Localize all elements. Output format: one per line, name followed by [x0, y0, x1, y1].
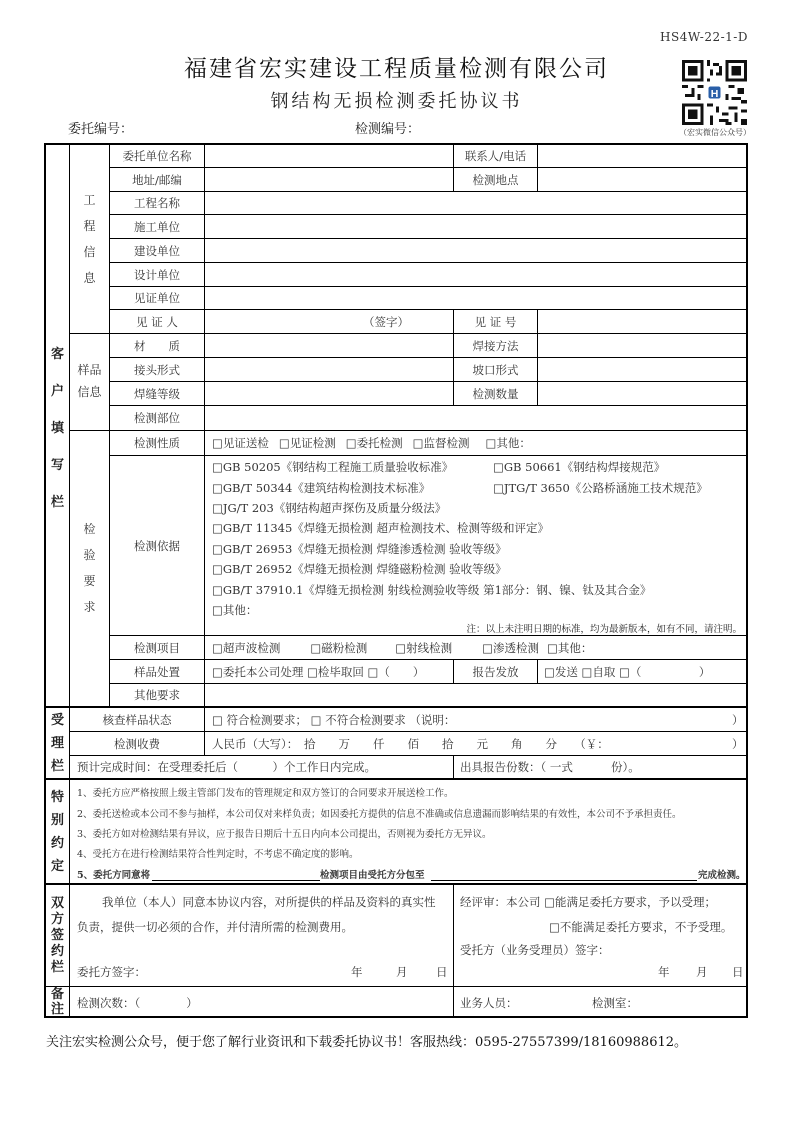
test-items-label: 检测项目 [134, 640, 180, 655]
sales-person[interactable]: 业务人员： [460, 995, 518, 1010]
section-divider-accept [44, 778, 748, 780]
welding-method-label: 焊接方法 [472, 338, 519, 353]
witness-unit-label: 见证单位 [134, 290, 180, 305]
label-char: 双 [50, 896, 64, 911]
test-quantity-input[interactable] [538, 382, 746, 405]
checkbox-gbt50344[interactable]: □GB/T 50344《建筑结构检测技术标准》 [212, 481, 431, 495]
test-count[interactable]: 检测次数：（ ） [77, 995, 198, 1010]
label-char: 息 [83, 270, 96, 285]
term-5-middle: 检测项目由受托方分包至 [320, 870, 425, 881]
label-char: 程 [83, 218, 96, 233]
test-quantity-label: 检测数量 [472, 386, 519, 401]
test-nature-options [212, 431, 742, 455]
footer-notice: 关注宏实检测公众号，便于您了解行业资讯和下载委托协议书！客服热线：0595-27557399/18160988612。 [46, 1035, 688, 1050]
test-items-options [212, 636, 742, 659]
label-char: 求 [83, 600, 96, 614]
checkbox-radiographic[interactable]: □射线检测 [395, 640, 453, 655]
checkbox-nature-other[interactable]: □其他： [485, 436, 531, 450]
test-number-label: 检测编号： [355, 122, 421, 137]
developer-unit-label: 建设单位 [134, 243, 180, 258]
sample-status-close: ） [732, 712, 744, 727]
test-fee-close: ） [732, 736, 744, 751]
groove-form-label: 坡口形式 [472, 362, 519, 377]
label-char: 检 [83, 522, 96, 536]
document-title: 钢结构无损检测委托协议书 [270, 91, 523, 112]
checkbox-gbt37910[interactable]: □GB/T 37910.1《焊缝无损检测 射线检测验收等级 第1部分：钢、镍、钛及其合金》 [212, 583, 652, 597]
checkbox-ultrasonic[interactable]: □超声波检测 [212, 640, 281, 655]
acceptance-section-label [46, 708, 69, 778]
project-name-label: 工程名称 [134, 195, 180, 210]
design-unit-input[interactable] [205, 263, 746, 286]
label-char: 信 [83, 244, 96, 259]
review-accept-option[interactable]: 经评审：本公司 □能满足委托方要求，予以受理； [460, 895, 717, 909]
checkbox-entrusted-test[interactable]: □委托检测 [345, 436, 403, 450]
client-name-label: 委托单位名称 [122, 148, 192, 163]
label-char: 备 [50, 986, 64, 1002]
test-part-label: 检测部位 [134, 411, 180, 425]
label-char: 信息 [77, 385, 102, 399]
row-line [109, 455, 747, 456]
label-char: 客 [50, 346, 64, 362]
label-char: 约 [50, 944, 64, 959]
sample-status-options[interactable]: □ 符合检测要求； □ 不符合检测要求 （说明： [212, 712, 456, 727]
special-terms-label [46, 780, 69, 883]
qr-code-icon[interactable] [682, 60, 747, 125]
agent-signature-label[interactable]: 受托方（业务受理员）签字： [460, 943, 610, 957]
lab-room[interactable]: 检测室： [592, 995, 638, 1010]
client-signature-label[interactable]: 委托方签字： [77, 965, 146, 979]
signature-section-label [46, 885, 69, 986]
sample-info-label [70, 357, 109, 405]
design-unit-label: 设计单位 [134, 267, 180, 282]
weld-grade-label: 焊缝等级 [134, 386, 180, 401]
checkbox-gb50205[interactable]: □GB 50205《钢结构工程施工质量验收标准》 [212, 460, 454, 474]
review-reject-option[interactable]: □不能满足委托方要求，不予受理。 [549, 920, 733, 934]
groove-form-input[interactable] [538, 358, 746, 381]
test-location-input[interactable] [538, 168, 746, 191]
other-requirements-input[interactable] [205, 684, 746, 706]
requirements-label [70, 523, 109, 613]
label-char: 验 [83, 548, 96, 562]
witness-unit-input[interactable] [205, 286, 746, 309]
label-char: 理 [50, 735, 64, 751]
other-requirements-label: 其他要求 [134, 688, 180, 702]
client-date-year: 年 [351, 965, 363, 979]
form-code: HS4W-22-1-D [660, 30, 748, 44]
test-basis-label: 检测依据 [134, 538, 180, 553]
term-2: 2、委托送检或本公司不参与抽样，本公司仅对来样负责；如因委托方提供的信息不准确或信息遗漏而影响结果的有效性，本公司不予承担责任。 [77, 809, 682, 820]
report-delivery-options[interactable]: □发送 □自取 □（ ） [544, 664, 711, 679]
label-char: 写 [50, 457, 64, 473]
report-delivery-label: 报告发放 [472, 664, 519, 679]
joint-form-label: 接头形式 [134, 362, 180, 377]
material-label: 材 质 [134, 338, 180, 353]
qr-logo: H [710, 87, 719, 100]
agent-date-year: 年 [658, 965, 670, 979]
checkbox-jtgt3650[interactable]: □JTG/T 3650《公路桥涵施工技术规范》 [493, 481, 708, 495]
term-5-suffix: 完成检测。 [698, 870, 746, 881]
label-char: 签 [50, 928, 64, 943]
test-nature-label: 检测性质 [134, 436, 180, 450]
label-char: 约 [50, 835, 64, 851]
qr-caption: （宏实微信公众号） [679, 128, 751, 137]
client-statement-line1: 我单位（本人）同意本协议内容，对所提供的样品及资料的真实性 [102, 895, 436, 909]
label-char: 填 [50, 420, 64, 436]
border-bottom [44, 1016, 748, 1018]
term-3: 3、委托方如对检测结果有异议，应于报告日期后十五日内向本公司提出，否则视为委托方无异议。 [77, 829, 492, 840]
label-char: 栏 [50, 494, 64, 510]
entrust-number-label: 委托编号： [68, 122, 134, 137]
col-line-4e [453, 755, 454, 779]
col-line-4f [453, 884, 454, 1018]
label-char: 特 [50, 789, 64, 805]
project-name-input[interactable] [205, 191, 746, 214]
label-char: 受 [50, 712, 64, 728]
section-divider-sign [44, 986, 748, 987]
term-1: 1、委托方应严格按照上级主管部门发布的管理规定和双方签订的合同要求开展送检工作。 [77, 788, 454, 799]
label-char: 工 [83, 192, 96, 207]
test-fee-label: 检测收费 [114, 736, 160, 751]
section-divider-terms [44, 883, 748, 885]
construction-unit-input[interactable] [205, 215, 746, 238]
sample-status-label: 核查样品状态 [102, 712, 172, 727]
client-statement-line2: 负责，提供一切必须的合作，并付清所需的检测费用。 [77, 920, 353, 934]
welding-method-input[interactable] [538, 334, 746, 357]
witness-no-input[interactable] [538, 310, 746, 333]
joint-form-input[interactable] [205, 358, 453, 381]
subcontract-items-blank[interactable] [152, 880, 320, 881]
term-5-prefix: 5、委托方同意将 [77, 870, 151, 881]
label-char: 别 [50, 812, 64, 828]
subcontractor-blank[interactable] [431, 880, 697, 881]
term-4: 4、受托方在进行检测结果符合性判定时，不考虑不确定度的影响。 [77, 849, 359, 860]
label-char: 户 [50, 383, 64, 399]
sample-disposal-options[interactable]: □委托本公司处理 □检毕取回 □（ ） [212, 664, 425, 679]
checkbox-jgt203[interactable]: □JG/T 203《钢结构超声探伤及质量分级法》 [212, 501, 447, 515]
contact-phone-input[interactable] [538, 144, 746, 167]
material-input[interactable] [205, 334, 453, 357]
developer-unit-input[interactable] [205, 239, 746, 262]
checkbox-gbt11345[interactable]: □GB/T 11345《焊缝无损检测 超声检测技术、检测等级和评定》 [212, 521, 549, 535]
label-char: 栏 [50, 758, 64, 774]
checkbox-witness-delivery[interactable]: □见证送检 [212, 436, 269, 450]
label-char: 栏 [50, 960, 64, 975]
checkbox-items-other[interactable]: □其他： [547, 640, 593, 655]
remarks-label [46, 987, 69, 1016]
label-char: 要 [83, 574, 96, 588]
signature-hint: （签字） [363, 314, 409, 329]
client-name-input[interactable] [205, 144, 453, 167]
weld-grade-input[interactable] [205, 382, 453, 405]
border-right [746, 143, 748, 1018]
checkbox-gbt26952[interactable]: □GB/T 26952《焊缝无损检测 焊缝磁粉检测 验收等级》 [212, 562, 507, 576]
checkbox-basis-other[interactable]: □其他： [212, 603, 258, 617]
test-fee-input[interactable]: 人民币（大写）： 拾 万 仟 佰 拾 元 角 分 （￥： [212, 736, 609, 751]
label-char: 样品 [77, 363, 102, 377]
project-info-label [70, 191, 109, 286]
witness-no-label: 见 证 号 [474, 314, 517, 329]
label-char: 方 [50, 912, 64, 927]
client-section-label [46, 333, 69, 523]
test-part-input[interactable] [205, 406, 746, 430]
col-line-5d [537, 659, 538, 683]
checkbox-gb50661[interactable]: □GB 50661《钢结构焊接规范》 [493, 460, 666, 474]
completion-time[interactable]: 预计完成时间：在受理委托后（ ）个工作日内完成。 [77, 760, 376, 774]
checkbox-gbt26953[interactable]: □GB/T 26953《焊缝无损检测 焊缝渗透检测 验收等级》 [212, 542, 507, 556]
address-zip-input[interactable] [205, 168, 453, 191]
client-date-day: 日 [436, 965, 448, 979]
basis-note: 注：以上未注明日期的标准，均为最新版本，如有不同，请注明。 [466, 623, 742, 635]
address-zip-label: 地址/邮编 [132, 172, 182, 187]
test-location-label: 检测地点 [472, 172, 519, 187]
agreement-form [44, 143, 748, 1018]
report-copies[interactable]: 出具报告份数：（ 一式 份）。 [460, 760, 640, 774]
client-date-month: 月 [396, 965, 408, 979]
checkbox-supervision-test[interactable]: □监督检测 [412, 436, 470, 450]
construction-unit-label: 施工单位 [134, 219, 180, 234]
company-name: 福建省宏实建设工程质量检测有限公司 [184, 56, 609, 82]
witness-person-input[interactable] [205, 310, 453, 333]
agent-date-month: 月 [696, 965, 708, 979]
label-char: 注 [50, 1001, 64, 1017]
sample-disposal-label: 样品处置 [134, 664, 180, 679]
contact-phone-label: 联系人/电话 [464, 148, 527, 163]
label-char: 定 [50, 858, 64, 874]
agent-date-day: 日 [732, 965, 744, 979]
checkbox-magnetic[interactable]: □磁粉检测 [310, 640, 368, 655]
checkbox-penetrant[interactable]: □渗透检测 [482, 640, 539, 655]
checkbox-witness-test[interactable]: □见证检测 [278, 436, 336, 450]
witness-person-label: 见 证 人 [136, 314, 178, 329]
